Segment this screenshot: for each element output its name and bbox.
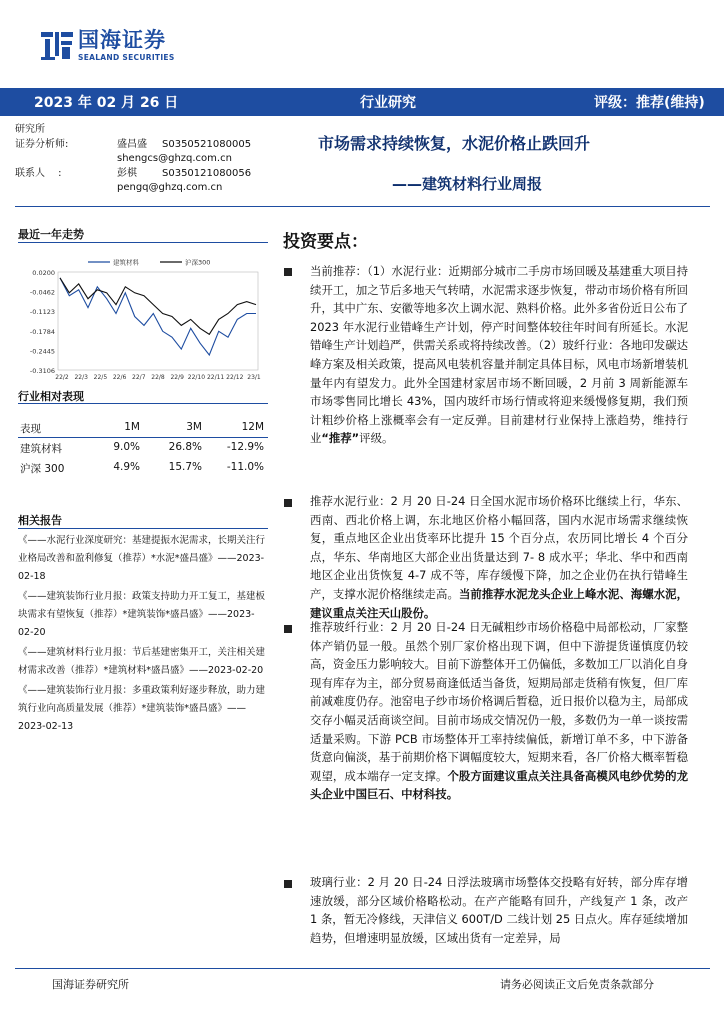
analyst-code: S0350521080005 (162, 139, 252, 150)
footer-divider (15, 968, 710, 969)
institute-label: 研究所 (15, 124, 45, 135)
brand-name-cn: 国海证券 (78, 28, 166, 53)
related-report-item[interactable]: 《——水泥行业深度研究：基建提振水泥需求，长期关注行业格局改善和盈利修复（推荐）*水泥*盛昌盛》——2023-02-18 (18, 535, 266, 582)
y-tick-label: -0.3106 (29, 367, 55, 375)
perf-divider (18, 403, 268, 404)
contact-role: 联系人 : (15, 168, 62, 179)
invest-title: 投资要点： (283, 232, 368, 252)
y-tick-label: -0.1784 (29, 327, 55, 336)
analyst-role: 证券分析师: (15, 139, 69, 150)
x-tick-label: 22/3 (74, 374, 88, 381)
perf-header-row (18, 418, 268, 438)
series-line-csi300 (60, 278, 256, 334)
logo-mark-icon (40, 29, 74, 63)
perf-cell: 4.9% (113, 461, 140, 473)
x-tick-label: 23/1 (247, 374, 261, 381)
invest-point-fiberglass: 推荐玻纤行业：2 月 20 日-24 日无碱粗纱市场价格稳中局部松动，厂家整体产销仍显一般。虽然个别厂家价格出现下调，但中下游提货谨慎度仍较高，资金压力影响较大。目前下游整体开工仍偏低，多数加工厂以消化自身现有库存为主，部分贸易商逢低适当备货，短期局部走货稍有恢复，但厂库前减难度仍存。池窑电子纱市场价格调后暂稳，近日报价以稳为主，局部成交存小幅灵活商谈空间。目前市场成交情况仍一般，多数仍为一单一谈按需适量采购。下游 PCB 市场整体开工率持续偏低，新增订单不多，中下游备货意向偏淡，基于前期价格下调幅度较大，短期来看，各厂价格大概率暂稳观望，成本端存一定支撑。个股方面建议重点关注具备高模风电纱优势的龙头企业中国巨石、中材科技。 (310, 620, 688, 802)
x-tick-label: 22/5 (93, 374, 108, 381)
invest-point-glass: 玻璃行业：2 月 20 日-24 日浮法玻璃市场整体交投略有好转，部分库存增速放缓，部分区域价格略松动。在产产能略有回升，产线复产 1 条，改产 1 条，暂无冷修线，天津信义 600T/D 二线计划 25 日点火。库存延续增加趋势，但增速明显放缓，区域出货有一定差异，局 (310, 875, 688, 945)
perf-header-cell: 表现 (20, 423, 41, 435)
analyst-email[interactable]: shengcs@ghzq.com.cn (117, 153, 232, 164)
chart-plot-frame (58, 272, 258, 370)
brand-name-en: SEALAND SECURITIES (78, 53, 175, 63)
perf-header-cell: 12M (241, 421, 264, 433)
bullet-square-icon (284, 499, 292, 507)
bullet-square-icon (284, 625, 292, 633)
analyst-name: 盛昌盛 (117, 139, 147, 150)
perf-cell: 建筑材料 (20, 443, 62, 455)
trend-heading: 最近一年走势 (18, 228, 84, 241)
report-title: 市场需求持续恢复，水泥价格止跌回升 (318, 134, 591, 153)
header-divider (15, 206, 710, 207)
perf-header-cell: 3M (186, 421, 202, 433)
perf-header-cell: 1M (124, 421, 140, 433)
bullet-square-icon (284, 268, 292, 276)
perf-heading: 行业相对表现 (18, 390, 84, 403)
perf-cell: 9.0% (113, 441, 140, 453)
invest-point-current: 当前推荐：（1）水泥行业：近期部分城市二手房市场回暖及基建重大项目持续开工，加之节后多地天气转晴，水泥需求逐步恢复，带动市场价格有所回升，其中广东、安徽等地多次上调水泥、熟料价格。此外多省份近日公布了 2023 年水泥行业错峰生产计划，停产时间整体较往年时间有所延长。水泥错峰生产计划趋严，供需关系或将持续改善。（2）玻纤行业：各地印发碳达峰方案及相关政策，提高风电装机容量并制定具体目标，风电市场新增装机量年内有望发力。此外全国建材家居市场不断回暖，2 月前 3 周新能源车市场零售同比增长 43%，国内玻纤市场行情或将迎来缓慢修复期，我们预计粗纱价格上涨概率会有一定反弹。目前建材行业保持上涨趋势，维持行业“推荐”评级。 (310, 264, 688, 446)
perf-cell: 沪深 300 (20, 463, 65, 475)
contact-name: 彭棋 (117, 168, 137, 179)
related-report-item[interactable]: 《——建筑装饰行业月报：政策支持助力开工复工，基建板块需求有望恢复（推荐）*建筑装饰*盛昌盛》——2023-02-20 (18, 591, 266, 638)
table-row (18, 438, 268, 458)
legend-label: 建筑材料 (113, 258, 139, 267)
x-tick-label: 22/12 (226, 374, 244, 381)
report-category: 行业研究 (360, 95, 416, 111)
footer-institute: 国海证券研究所 (52, 978, 129, 991)
related-report-item[interactable]: 《——建筑装饰行业月报：多重政策利好逐步释放，助力建筑行业向高质量发展（推荐）*建筑装饰*盛昌盛》——2023-02-13 (18, 685, 266, 732)
x-tick-label: 22/2 (55, 374, 69, 381)
y-tick-label: -0.0462 (29, 288, 55, 297)
perf-cell: 26.8% (168, 441, 202, 453)
trend-divider (18, 242, 268, 243)
related-report-item[interactable]: 《——建筑材料行业月报：节后基建密集开工，关注相关建材需求改善（推荐）*建筑材料*盛昌盛》——2023-02-20 (18, 647, 266, 676)
y-tick-label: 0.0200 (32, 269, 55, 277)
x-tick-label: 22/11 (206, 374, 225, 381)
table-row (18, 458, 268, 478)
perf-cell: -11.0% (226, 461, 264, 473)
bullet-square-icon (284, 880, 292, 888)
perf-cell: -12.9% (226, 441, 264, 453)
legend-label: 沪深300 (185, 258, 211, 267)
report-rating: 评级：推荐(维持) (594, 95, 705, 111)
perf-table (18, 418, 268, 478)
y-tick-label: -0.1123 (29, 308, 55, 317)
contact-code: S0350121080056 (162, 168, 252, 179)
footer-disclaimer: 请务必阅读正文后免责条款部分 (500, 978, 654, 991)
report-header-bar (0, 88, 724, 116)
reports-heading: 相关报告 (18, 514, 62, 527)
invest-point-cement: 推荐水泥行业：2 月 20 日-24 日全国水泥市场价格环比继续上行，华东、西南、西北价格上调，东北地区价格小幅回落，国内水泥市场需求继续恢复，重点地区企业出货率环比提升 15 个百分点，农历同比增长 4 个百分点，华东、华南地区大部企业出货量达到 7- 8 成水平；华北、华中和西南地区企业出货恢复 4-7 成不等，库存缓慢下降，加之企业仍在执行错峰生产，支撑水泥价格继续走高。当前推荐水泥龙头企业上峰水泥、海螺水泥，建议重点关注天山股份。 (310, 494, 688, 620)
x-tick-label: 22/8 (151, 374, 165, 381)
reports-divider (18, 528, 268, 529)
x-tick-label: 22/10 (187, 374, 206, 381)
report-date: 2023 年 02 月 26 日 (34, 95, 179, 111)
trend-chart-svg (18, 254, 268, 384)
y-tick-label: -0.2445 (29, 347, 55, 356)
perf-cell: 15.7% (168, 461, 202, 473)
x-tick-label: 22/9 (170, 374, 184, 381)
report-subtitle: ——建筑材料行业周报 (392, 175, 543, 193)
brand-logo (40, 26, 175, 66)
x-tick-label: 22/7 (132, 374, 146, 381)
series-line-building-materials (60, 278, 256, 355)
contact-email[interactable]: pengq@ghzq.com.cn (117, 182, 223, 193)
x-tick-label: 22/6 (112, 374, 127, 381)
related-reports (18, 532, 270, 736)
trend-chart (18, 254, 268, 384)
